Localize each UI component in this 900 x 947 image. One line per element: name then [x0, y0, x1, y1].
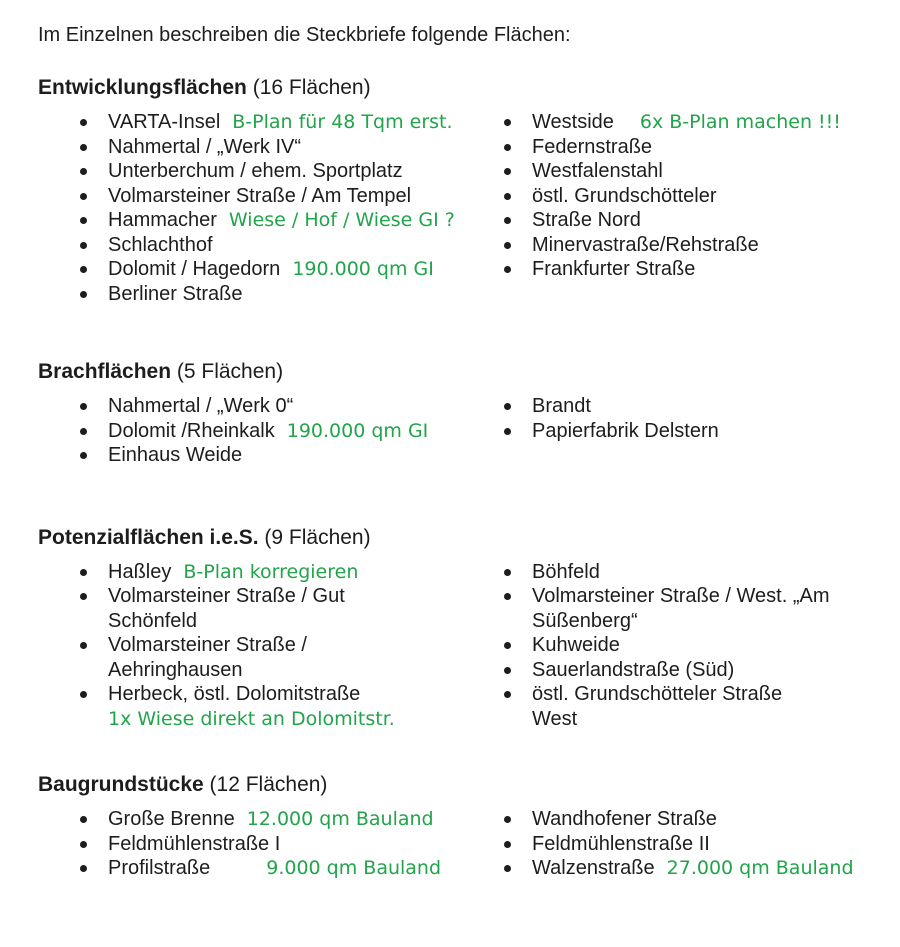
item-text: Westfalenstahl [532, 160, 663, 182]
item-text: Papierfabrik Delstern [532, 419, 719, 442]
item-text: Volmarsteiner Straße / Am Tempel [108, 184, 412, 207]
item-content [108, 832, 492, 857]
item-content [108, 682, 492, 731]
item-content [108, 560, 492, 585]
item-content [108, 110, 492, 135]
item-content [108, 159, 492, 184]
item-text: West [532, 707, 578, 730]
bullet-icon [502, 208, 532, 233]
sections [38, 75, 870, 881]
item-line [532, 208, 870, 233]
bullet-icon [78, 443, 108, 468]
item-text: Straße Nord [532, 209, 641, 231]
list-item [502, 257, 870, 282]
section-header [38, 359, 870, 385]
item-text: Dolomit /Rheinkalk [108, 419, 275, 442]
section-title: Potenzialflächen i.e.S. [38, 525, 259, 549]
item-text: Walzenstraße [532, 857, 655, 879]
section-columns [38, 560, 870, 732]
section-count: (12 Flächen) [203, 773, 328, 796]
item-text: Böhfeld [532, 560, 600, 583]
item-text: Große Brenne [108, 808, 235, 830]
item-text: Nahmertal / „Werk 0“ [108, 395, 294, 417]
section-header [38, 75, 870, 101]
item-content [532, 658, 870, 683]
item-line [532, 633, 870, 658]
list-item [78, 159, 492, 184]
bullet-icon [78, 856, 108, 881]
section-header [38, 525, 870, 551]
list-item [502, 419, 870, 444]
item-line [532, 257, 870, 282]
item-content [108, 633, 492, 682]
document-page [38, 22, 870, 881]
section [38, 772, 870, 881]
list-item [78, 208, 492, 233]
list-item [78, 110, 492, 135]
item-line [108, 560, 492, 585]
item-content [532, 159, 870, 184]
item-text: Aehringhausen [108, 658, 243, 681]
section-title: Entwicklungsflächen [38, 76, 247, 99]
list-item [78, 419, 492, 444]
item-line [532, 832, 870, 857]
list-item [78, 807, 492, 832]
item-content [108, 282, 492, 307]
item-content [532, 856, 870, 881]
section-columns [38, 110, 870, 306]
list-item [78, 282, 492, 307]
bullet-list-left [38, 394, 492, 468]
item-note: B-Plan für 48 Tqm erst. [232, 111, 453, 133]
item-line [108, 282, 492, 307]
bullet-icon [502, 110, 532, 135]
list-item [502, 159, 870, 184]
item-content [532, 560, 870, 585]
item-content [108, 233, 492, 258]
list-item [502, 394, 870, 419]
list-item [502, 110, 870, 135]
item-content [108, 856, 492, 881]
item-note: B-Plan korregieren [183, 560, 359, 583]
bullet-icon [78, 584, 108, 609]
list-item [502, 856, 870, 881]
bullet-icon [502, 856, 532, 881]
bullet-icon [78, 110, 108, 135]
item-line [108, 110, 492, 135]
bullet-icon [78, 419, 108, 444]
item-line [532, 159, 870, 184]
item-text: Profilstraße [108, 857, 211, 879]
item-line [532, 560, 870, 585]
bullet-icon [78, 633, 108, 658]
item-line [108, 257, 492, 282]
item-line [108, 159, 492, 184]
item-line [108, 135, 492, 160]
item-content [532, 682, 870, 731]
bullet-icon [78, 135, 108, 160]
list-item [78, 832, 492, 857]
item-content [108, 807, 492, 832]
list-item [78, 394, 492, 419]
item-content [532, 807, 870, 832]
item-text: Sauerlandstraße (Süd) [532, 658, 735, 681]
item-text: Unterberchum / ehem. Sportplatz [108, 160, 403, 182]
item-text: Wandhofener Straße [532, 808, 717, 830]
list-item [78, 184, 492, 209]
section [38, 359, 870, 468]
item-line [532, 233, 870, 258]
item-text: Nahmertal / „Werk IV“ [108, 135, 301, 158]
section-header [38, 772, 870, 798]
item-text: Feldmühlenstraße I [108, 832, 281, 855]
item-line [108, 184, 492, 209]
section-columns [38, 807, 870, 881]
item-content [108, 419, 492, 444]
section-count: (9 Flächen) [258, 525, 371, 549]
list-item [502, 658, 870, 683]
item-note: 9.000 qm Bauland [266, 857, 442, 879]
item-content [108, 208, 492, 233]
item-text: Herbeck, östl. Dolomitstraße [108, 683, 361, 705]
item-text: Volmarsteiner Straße / [108, 634, 307, 656]
item-text: Haßley [108, 560, 172, 583]
item-content [108, 394, 492, 419]
item-line [532, 419, 870, 444]
bullet-icon [502, 419, 532, 444]
bullet-icon [78, 159, 108, 184]
item-text: Brandt [532, 395, 591, 417]
list-item [78, 135, 492, 160]
bullet-list-right [492, 560, 870, 732]
item-text: Westside [532, 111, 614, 133]
bullet-list-left [38, 560, 492, 732]
item-line [108, 419, 492, 444]
bullet-list-right [492, 110, 870, 306]
bullet-list-right [492, 394, 870, 468]
item-line [532, 658, 870, 683]
item-text: Minervastraße/Rehstraße [532, 233, 759, 256]
item-content [108, 135, 492, 160]
item-content [532, 184, 870, 209]
item-text: Schönfeld [108, 609, 197, 632]
bullet-icon [502, 394, 532, 419]
bullet-icon [502, 184, 532, 209]
item-note: Wiese / Hof / Wiese GI ? [228, 209, 455, 231]
bullet-icon [502, 682, 532, 707]
item-text: Volmarsteiner Straße / West. „Am [532, 585, 830, 607]
item-line [108, 394, 492, 419]
item-line [532, 394, 870, 419]
section-title: Brachflächen [38, 360, 172, 383]
item-text: Süßenberg“ [532, 609, 638, 632]
item-content [108, 443, 492, 468]
item-content [108, 584, 492, 633]
bullet-icon [78, 208, 108, 233]
item-text: östl. Grundschötteler [532, 184, 717, 207]
item-content [532, 257, 870, 282]
item-text: VARTA-Insel [108, 111, 221, 133]
item-note-line: 1x Wiese direkt an Dolomitstr. [108, 707, 395, 730]
item-line [108, 682, 492, 707]
list-item [502, 560, 870, 585]
bullet-icon [502, 658, 532, 683]
bullet-icon [78, 257, 108, 282]
bullet-icon [502, 159, 532, 184]
item-note: 27.000 qm Bauland [666, 857, 854, 879]
list-item [78, 856, 492, 881]
item-line [108, 832, 492, 857]
bullet-icon [78, 233, 108, 258]
item-text: Einhaus Weide [108, 444, 243, 466]
list-item [78, 443, 492, 468]
item-text: Federnstraße [532, 135, 653, 158]
list-item [502, 233, 870, 258]
bullet-icon [78, 184, 108, 209]
list-item [502, 807, 870, 832]
item-content [532, 208, 870, 233]
bullet-icon [502, 135, 532, 160]
item-text: Frankfurter Straße [532, 258, 696, 280]
bullet-list-left [38, 110, 492, 306]
item-note: 12.000 qm Bauland [246, 808, 434, 830]
section-count: (5 Flächen) [171, 360, 284, 383]
list-item [502, 135, 870, 160]
bullet-icon [502, 233, 532, 258]
item-line [532, 807, 870, 832]
item-text: Schlachthof [108, 233, 213, 256]
section [38, 75, 870, 306]
bullet-icon [78, 560, 108, 585]
bullet-icon [502, 257, 532, 282]
list-item [78, 560, 492, 585]
item-content [532, 135, 870, 160]
bullet-list-right [492, 807, 870, 881]
intro-text: Im Einzelnen beschreiben die Steckbriefe folgende Flächen: [38, 24, 571, 46]
item-text: Feldmühlenstraße II [532, 832, 710, 855]
list-item [78, 682, 492, 731]
item-text: Dolomit / Hagedorn [108, 258, 281, 280]
item-content [532, 832, 870, 857]
item-note: 190.000 qm GI [286, 419, 429, 442]
list-item [502, 208, 870, 233]
list-item [502, 184, 870, 209]
item-note: 190.000 qm GI [292, 258, 434, 280]
item-content [532, 584, 870, 633]
list-item [78, 633, 492, 682]
item-content [532, 633, 870, 658]
bullet-icon [78, 832, 108, 857]
list-item [502, 584, 870, 633]
item-line [532, 110, 870, 135]
item-line [108, 856, 492, 881]
section-columns [38, 394, 870, 468]
item-line [108, 807, 492, 832]
item-text: Kuhweide [532, 634, 620, 656]
item-line [108, 208, 492, 233]
item-note: 6x B-Plan machen !!! [639, 111, 841, 133]
item-content [532, 394, 870, 419]
bullet-icon [502, 560, 532, 585]
bullet-list-left [38, 807, 492, 881]
item-text: Berliner Straße [108, 282, 243, 305]
item-text: Volmarsteiner Straße / Gut [108, 585, 345, 607]
list-item [78, 257, 492, 282]
item-content [532, 419, 870, 444]
item-content [532, 233, 870, 258]
bullet-icon [502, 633, 532, 658]
list-item [502, 633, 870, 658]
bullet-icon [78, 682, 108, 707]
item-line [532, 856, 870, 881]
item-line [108, 233, 492, 258]
bullet-icon [78, 394, 108, 419]
item-line [532, 135, 870, 160]
section-count: (16 Flächen) [246, 76, 371, 99]
bullet-icon [78, 807, 108, 832]
item-content [108, 257, 492, 282]
item-content [532, 110, 870, 135]
item-text: östl. Grundschötteler Straße [532, 683, 783, 705]
list-item [502, 682, 870, 731]
bullet-icon [502, 832, 532, 857]
item-text: Hammacher [108, 209, 217, 231]
bullet-icon [78, 282, 108, 307]
list-item [78, 584, 492, 633]
list-item [502, 832, 870, 857]
item-line [108, 443, 492, 468]
section-title: Baugrundstücke [38, 773, 204, 796]
item-content [108, 184, 492, 209]
list-item [78, 233, 492, 258]
item-line [532, 184, 870, 209]
bullet-icon [502, 584, 532, 609]
section [38, 525, 870, 732]
bullet-icon [502, 807, 532, 832]
